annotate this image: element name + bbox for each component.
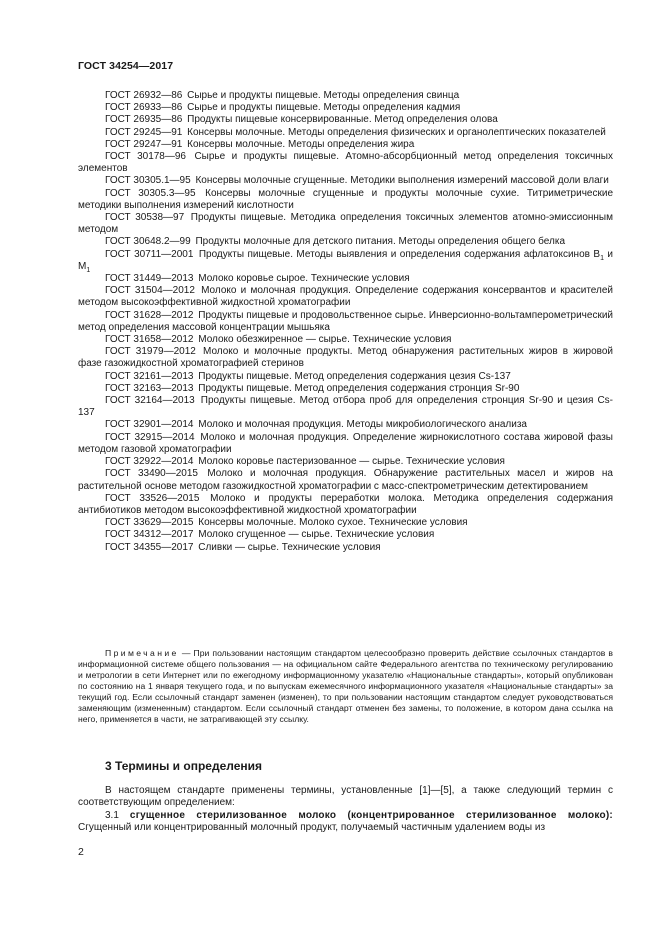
reference-item: [78, 310, 613, 334]
term-name: сгущенное стерилизованное молоко (концентрированное стерилизованное молоко):: [129, 810, 614, 821]
reference-item: [78, 468, 613, 492]
reference-title: Продукты пищевые. Метод отбора проб для определения стронция Sr-90 и цезия Cs-137: [78, 395, 613, 419]
reference-item: [78, 371, 613, 383]
reference-title: Продукты пищевые. Методика определения токсичных элементов атомно-эмиссионным методом: [78, 212, 613, 236]
reference-code: ГОСТ 26932—86: [105, 90, 183, 101]
reference-title: Сырье и продукты пищевые. Атомно-абсорбционный метод определения токсичных элементов: [78, 151, 613, 175]
reference-code: ГОСТ 33490—2015: [105, 468, 198, 480]
reference-code: ГОСТ 31658—2012: [105, 334, 194, 346]
reference-title: Молоко и молочные продукты. Метод обнаружения растительных жиров в жировой фазе газожидкостной хроматографией стеринов: [78, 346, 613, 370]
reference-code: ГОСТ 32915—2014: [105, 431, 195, 443]
reference-code: ГОСТ 26935—86: [105, 114, 183, 126]
reference-code: ГОСТ 32901—2014: [105, 419, 194, 431]
normative-references-list: [78, 90, 613, 554]
reference-code: ГОСТ 29247—91: [105, 138, 183, 150]
reference-code: ГОСТ 31979—2012: [105, 346, 196, 358]
reference-title: Консервы молочные сгущенные и продукты молочные сухие. Титриметрические методики выполнения измерений кислотности: [78, 187, 613, 211]
subscript: 1: [600, 254, 604, 262]
reference-title: Консервы молочные. Методы определения жира: [187, 138, 415, 150]
reference-item: [78, 273, 613, 285]
reference-code: ГОСТ 32161—2013: [105, 370, 194, 382]
reference-item: [78, 493, 613, 517]
reference-title: Продукты пищевые консервированные. Метод определения олова: [187, 114, 498, 126]
reference-title: Молоко и молочная продукция. Обнаружение растительных масел и жиров на растительной основе методом газожидкостной хроматографии с масс-спектрометрическим детектированием: [78, 468, 613, 492]
reference-item: [78, 90, 613, 102]
reference-item: [78, 249, 613, 273]
reference-title: Молоко обезжиренное — сырье. Технические условия: [198, 334, 452, 346]
reference-code: ГОСТ 33526—2015: [105, 492, 200, 504]
reference-code: ГОСТ 30178—96: [105, 151, 186, 163]
reference-item: [78, 517, 613, 529]
reference-item: [78, 236, 613, 248]
term-number: 3.1: [105, 810, 119, 821]
reference-title: Консервы молочные. Методы определения физических и органолептических показателей: [187, 126, 606, 138]
reference-item: [78, 139, 613, 151]
reference-title: Сырье и продукты пищевые. Методы определения кадмия: [187, 102, 461, 114]
reference-title: Сырье и продукты пищевые. Методы определения свинца: [187, 90, 460, 101]
term-definition: [78, 810, 613, 834]
reference-title: Сливки — сырье. Технические условия: [198, 541, 381, 553]
reference-title: Молоко и молочная продукция. Определение жирнокислотного состава жировой фазы методом газовой хроматографии: [78, 431, 613, 455]
reference-code: ГОСТ 34355—2017: [105, 541, 194, 553]
reference-item: [78, 334, 613, 346]
reference-title-cont: и M: [78, 248, 613, 272]
reference-title: Продукты пищевые. Метод определения содержания стронция Sr-90: [198, 382, 520, 394]
reference-code: ГОСТ 32164—2013: [105, 395, 195, 407]
reference-code: ГОСТ 34312—2017: [105, 529, 194, 541]
reference-title: Молоко и продукты переработки молока. Методика определения содержания антибиотиков методом высокоэффективной жидкостной хроматографии: [78, 492, 614, 516]
reference-item: [78, 383, 613, 395]
document-header: ГОСТ 34254—2017: [78, 60, 174, 72]
page-number: 2: [78, 846, 84, 858]
reference-item: [78, 395, 613, 419]
reference-title: Молоко коровье сырое. Технические условия: [198, 273, 410, 285]
reference-code: ГОСТ 30305.1—95: [105, 175, 191, 187]
reference-code: ГОСТ 30648.2—99: [105, 236, 191, 248]
reference-item: [78, 102, 613, 114]
reference-item: [78, 114, 613, 126]
reference-item: [78, 285, 613, 309]
reference-code: ГОСТ 30711—2001: [105, 248, 194, 260]
reference-item: [78, 151, 613, 175]
note-text: — При пользовании настоящим стандартом целесообразно проверить действие ссылочных стандартов в информационной системе общего пользования — на официальном сайте Федерального агентства по техническому регулированию и метрологии в сети Интернет или по ежегодному информационному указателю «Национальные стандарты», который опубликован по состоянию на 1 января текущего года, и по выпускам ежемесячного информационного указателя «Национальные стандарты» за текущий год. Если ссылочный стандарт заменен (изменен), то при пользовании настоящим стандартом следует руководствоваться заменяющим (измененным) стандартом. Если ссылочный стандарт отменен без замены, то положение, в котором дана ссылка на него, применяется в части, не затрагивающей эту ссылку.: [78, 648, 613, 725]
reference-item: [78, 529, 613, 541]
reference-code: ГОСТ 32163—2013: [105, 382, 194, 394]
section-heading: 3 Термины и определения: [105, 759, 263, 773]
reference-item: [78, 346, 613, 370]
reference-item: [78, 188, 613, 212]
subscript: 1: [86, 266, 91, 274]
reference-item: [78, 127, 613, 139]
term-definition-text: Сгущенный или концентрированный молочный продукт, получаемый частичным удалением воды из: [78, 822, 546, 834]
reference-item: [78, 542, 613, 554]
reference-title: Молоко и молочная продукция. Методы микробиологического анализа: [198, 419, 527, 431]
reference-title: Молоко коровье пастеризованное — сырье. Технические условия: [198, 456, 505, 468]
note-label: Примечание: [105, 648, 179, 658]
reference-item: [78, 456, 613, 468]
reference-code: ГОСТ 30538—97: [105, 212, 185, 224]
reference-title: Продукты пищевые. Метод определения содержания цезия Cs-137: [198, 370, 511, 382]
reference-code: ГОСТ 31628—2012: [105, 309, 194, 321]
reference-code: ГОСТ 31504—2012: [105, 285, 195, 297]
reference-item: [78, 175, 613, 187]
reference-title: Консервы молочные. Молоко сухое. Технические условия: [198, 517, 468, 529]
reference-code: ГОСТ 32922—2014: [105, 456, 194, 468]
reference-code: ГОСТ 31449—2013: [105, 273, 194, 285]
reference-item: [78, 212, 613, 236]
reference-code: ГОСТ 33629—2015: [105, 517, 194, 529]
reference-title: Продукты пищевые. Методы выявления и определения содержания афлатоксинов B: [198, 248, 601, 260]
reference-item: [78, 419, 613, 431]
reference-title: Продукты молочные для детского питания. Методы определения общего белка: [195, 236, 566, 248]
reference-code: ГОСТ 26933—86: [105, 102, 183, 114]
note-paragraph: [78, 648, 613, 725]
reference-code: ГОСТ 30305.3—95: [105, 187, 196, 199]
section-intro: В настоящем стандарте применены термины, установленные [1]—[5], а также следующий термин с соответствующим определением:: [78, 785, 613, 809]
reference-title: Молоко сгущенное — сырье. Технические условия: [198, 529, 435, 541]
reference-title: Консервы молочные сгущенные. Методики выполнения измерений массовой доли влаги: [195, 175, 609, 187]
reference-title: Молоко и молочная продукция. Определение содержания консервантов и красителей методом высокоэффективной жидкостной хроматографии: [78, 285, 613, 309]
reference-title: Продукты пищевые и продовольственное сырье. Инверсионно-вольтамперометрический метод определения массовой концентрации мышьяка: [78, 309, 613, 333]
reference-code: ГОСТ 29245—91: [105, 126, 183, 138]
reference-item: [78, 432, 613, 456]
